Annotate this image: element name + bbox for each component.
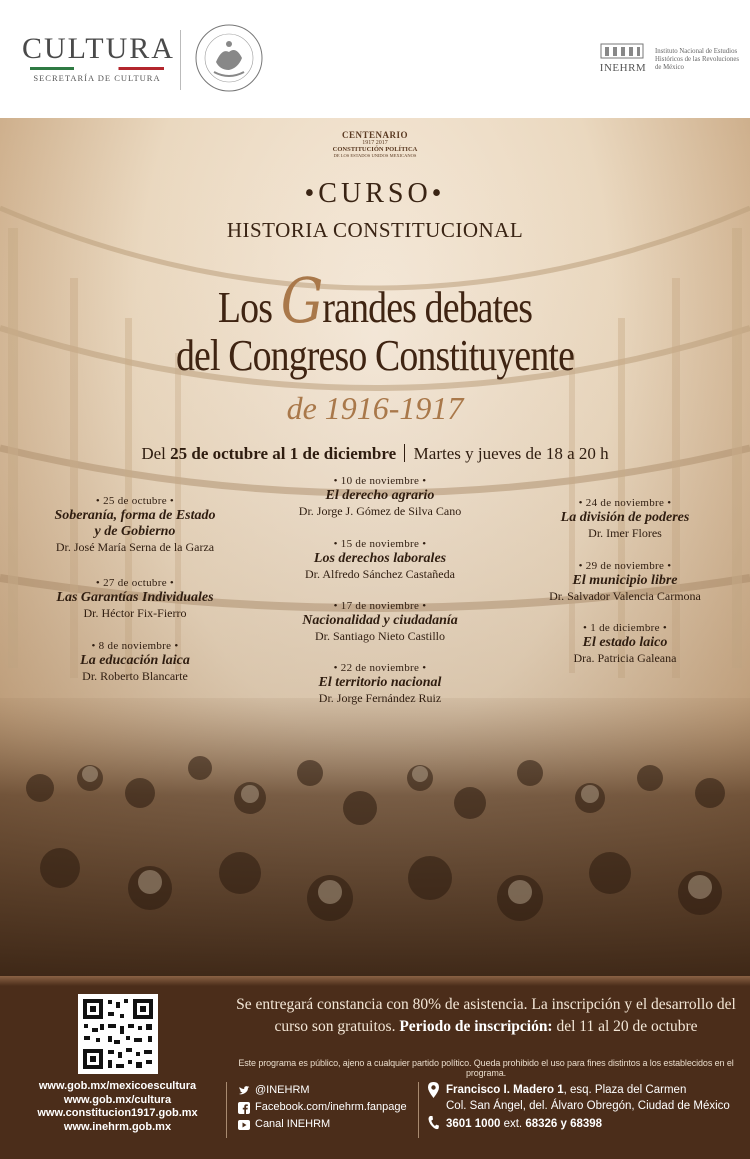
session-date: • 24 de noviembre •	[578, 497, 672, 509]
footer-divider-right	[418, 1082, 419, 1138]
session-speaker: Dr. Roberto Blancarte	[82, 669, 188, 683]
session-date: • 27 de octubre •	[95, 577, 175, 589]
social-facebook[interactable]	[238, 1099, 418, 1116]
cultura-flag-bar	[30, 67, 164, 70]
main-title-line1	[53, 264, 698, 337]
session-item	[20, 576, 250, 621]
session-item	[510, 621, 740, 666]
twitter-handle: @INEHRM	[255, 1084, 310, 1096]
session-date: • 17 de noviembre •	[333, 600, 427, 612]
session-speaker: Dr. Santiago Nieto Castillo	[315, 629, 445, 643]
session-date: • 1 de diciembre •	[583, 622, 667, 634]
session-title: El municipio libre	[572, 573, 678, 588]
session-title-line2: y de Gobierno	[94, 524, 176, 539]
cultura-logo	[22, 32, 175, 83]
footer-band	[0, 976, 750, 986]
session-date: • 10 de noviembre •	[333, 475, 427, 487]
session-item	[20, 639, 250, 684]
session-date: • 22 de noviembre •	[333, 662, 427, 674]
session-item	[510, 496, 740, 541]
phone-ext-label: ext.	[500, 1118, 526, 1130]
curso-heading: •CURSO•	[304, 178, 446, 209]
address-line2: Col. San Ángel, del. Álvaro Obregón, Ciudad de México	[446, 1100, 730, 1112]
dates-line	[0, 444, 750, 464]
session-speaker: Dr. Héctor Fix-Fierro	[83, 606, 187, 620]
session-speaker: Dra. Patricia Galeana	[573, 651, 677, 665]
poster-body	[0, 118, 750, 976]
notice-b: Periodo de inscripción:	[399, 1018, 553, 1035]
address-bold: Francisco I. Madero 1	[446, 1084, 564, 1096]
title-big-g: G	[280, 264, 323, 337]
link-constitucion1917[interactable]: www.constitucion1917.gob.mx	[37, 1107, 198, 1119]
cultura-word: CULTURA	[22, 32, 175, 65]
dates-pre: Del	[141, 444, 171, 463]
facebook-link: Facebook.com/inehrm.fanpage	[255, 1101, 407, 1113]
phone-number: 3601 1000	[446, 1118, 501, 1130]
twitter-icon	[238, 1085, 250, 1097]
header	[0, 0, 750, 118]
session-title: La educación laica	[80, 653, 190, 668]
title-pre: Los	[217, 283, 281, 332]
location-pin-icon	[428, 1082, 439, 1098]
centenario-years: 1917 2017	[362, 140, 388, 146]
centenario-sub2: DE LOS ESTADOS UNIDOS MEXICANOS	[333, 153, 417, 158]
cultura-subtitle: SECRETARÍA DE CULTURA	[33, 73, 161, 83]
social-twitter[interactable]	[238, 1082, 418, 1099]
inehrm-logo	[593, 42, 743, 82]
session-speaker: Dr. José María Serna de la Garza	[55, 540, 215, 554]
address-block	[428, 1082, 748, 1132]
facebook-icon	[238, 1102, 250, 1114]
session-date: • 15 de noviembre •	[333, 538, 427, 550]
session-title: Las Garantías Individuales	[56, 590, 214, 605]
session-item	[255, 661, 505, 706]
session-item	[255, 599, 505, 644]
footer	[0, 976, 750, 1159]
assembly-crowd-image	[0, 698, 750, 976]
session-title: El territorio nacional	[318, 675, 442, 690]
youtube-channel: Canal INEHRM	[255, 1118, 331, 1130]
session-date: • 8 de noviembre •	[91, 640, 179, 652]
phone-icon	[428, 1116, 439, 1130]
session-speaker: Dr. Jorge Fernández Ruiz	[318, 691, 442, 705]
historia-heading: HISTORIA CONSTITUCIONAL	[226, 218, 524, 242]
session-item	[255, 537, 505, 582]
session-title: La división de poderes	[560, 510, 690, 525]
session-speaker: Dr. Jorge J. Gómez de Silva Cano	[298, 504, 462, 518]
qr-code-icon[interactable]	[78, 994, 158, 1074]
notice-a: Se entregará constancia con 80% de asistencia. La inscripción y el desarrollo del curso son gratuitos.	[236, 996, 736, 1035]
footer-divider-left	[226, 1082, 227, 1138]
session-date: • 25 de octubre •	[95, 495, 175, 507]
session-title: Nacionalidad y ciudadanía	[302, 613, 458, 628]
session-item	[510, 559, 740, 604]
session-item	[20, 494, 250, 555]
session-title: El estado laico	[582, 635, 668, 650]
dates-separator	[404, 444, 405, 462]
centenario-logo	[325, 130, 425, 158]
session-item	[255, 474, 505, 519]
link-mexicoescultura[interactable]: www.gob.mx/mexicoescultura	[38, 1080, 197, 1092]
session-title: Los derechos laborales	[313, 551, 447, 566]
title-post: randes debates	[322, 283, 533, 332]
youtube-icon	[238, 1119, 250, 1131]
phone-row[interactable]	[428, 1116, 748, 1132]
dates-schedule: Martes y jueves de 18 a 20 h	[413, 444, 609, 463]
session-speaker: Dr. Imer Flores	[588, 526, 662, 540]
inehrm-acronym: INEHRM	[599, 62, 647, 74]
notice-c: del 11 al 20 de octubre	[552, 1018, 698, 1035]
address-row	[428, 1082, 748, 1114]
link-cultura[interactable]: www.gob.mx/cultura	[63, 1093, 172, 1106]
inehrm-name: Instituto Nacional de Estudios Históricos de las Revoluciones de México	[655, 48, 740, 71]
website-links	[20, 1080, 215, 1134]
dates-range: 25 de octubre al 1 de diciembre	[170, 444, 397, 463]
session-date: • 29 de noviembre •	[578, 560, 672, 572]
link-inehrm[interactable]: www.inehrm.gob.mx	[63, 1120, 172, 1133]
notice-text	[226, 994, 746, 1038]
address-line1	[446, 1082, 730, 1098]
session-speaker: Dr. Salvador Valencia Carmona	[549, 589, 701, 603]
centenario-sub: CONSTITUCIÓN POLÍTICA	[332, 146, 418, 153]
phone-extensions: 68326 y 68398	[525, 1118, 603, 1130]
address-rest: , esq. Plaza del Carmen	[563, 1084, 687, 1096]
centenario-title: CENTENARIO	[341, 130, 408, 140]
session-title: El derecho agrario	[325, 488, 435, 503]
header-divider	[180, 30, 181, 90]
main-title-line2: del Congreso Constituyente	[175, 331, 575, 380]
mexico-seal-icon	[192, 22, 266, 94]
social-links	[238, 1082, 418, 1133]
session-speaker: Dr. Alfredo Sánchez Castañeda	[305, 567, 455, 581]
session-title: Soberanía, forma de Estado	[54, 508, 216, 523]
social-youtube[interactable]	[238, 1116, 418, 1133]
disclaimer-text: Este programa es público, ajeno a cualquier partido político. Queda prohibido el uso para fines distintos a los establecidos en el programa.	[238, 1058, 734, 1078]
title-years: de 1916-1917	[286, 390, 464, 426]
